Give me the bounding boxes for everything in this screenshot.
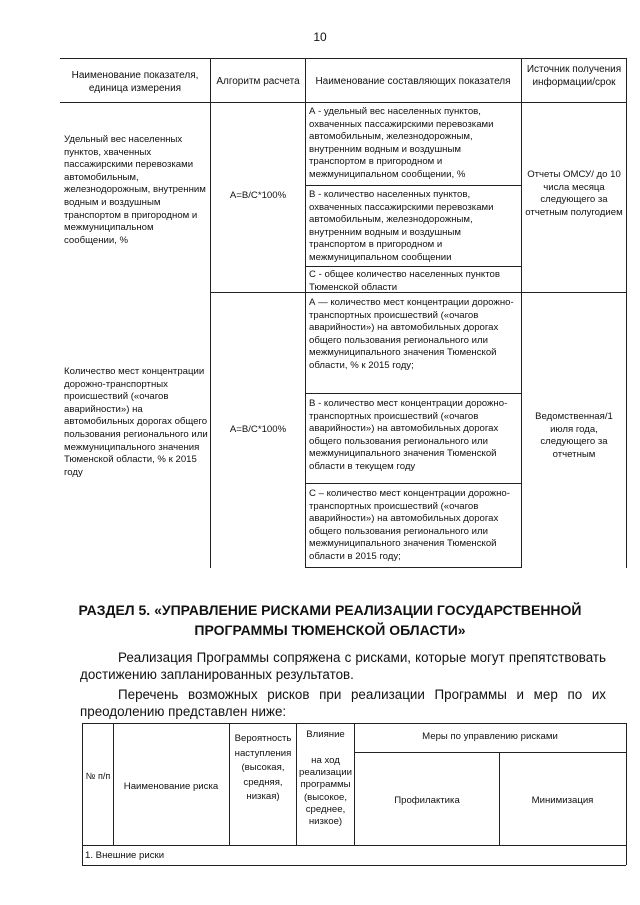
row1-component-a: А - удельный вес населенных пунктов, охваченных пассажирскими перевозками автомобильным, железнодорожным, внутренним водным и воздушным транспортом в пригородном и межмуниципальном сообщении, % [309,106,494,180]
row2-source: Ведомственная/1 июля года, следующего за отчетным [535,411,613,460]
paragraph-risks: Реализация Программы сопряжена с рисками, которые могут препятствовать достижению запланированных результатов. [80,650,606,683]
header-minimization: Минимизация [531,795,594,806]
row2-indicator-name: Количество мест концентрации дорожно-транспортных происшествий («очагов аварийности») на автомобильных дорогах общего пользования регионального или межмуниципального значения Тюменской области, % к 2015 году [64,366,208,478]
header-risk-name: Наименование риска [123,781,219,792]
header-risk-measures: Меры по управлению рисками [422,731,558,742]
header-number: № п/п [85,771,111,781]
row2-component-a: А — количество мест концентрации дорожно-транспортных происшествий («очагов аварийности») на автомобильных дорогах общего пользования регионального или межмуниципального значения Тюменской области, % к 2015 году; [309,297,514,371]
header-indicator-name: Наименование показателя, единица измерения [71,70,199,94]
section-title: РАЗДЕЛ 5. «УПРАВЛЕНИЕ РИСКАМИ РЕАЛИЗАЦИИ ГОСУДАРСТВЕННОЙ ПРОГРАММЫ ТЮМЕНСКОЙ ОБЛАСТИ» [78,602,582,638]
page-number: 10 [313,30,327,44]
row1-indicator-name: Удельный вес населенных пунктов, хваченных пассажирскими перевозками автомобильным, железнодорожным, внутренним водным и воздушным транспортом в пригородном и межмуниципальном сообщении, % [64,134,206,246]
row2-component-c: С – количество мест концентрации дорожно-транспортных происшествий («очагов аварийности») на автомобильных дорогах общего пользования регионального или межмуниципального значения Тюменской области в 2015 году; [309,488,510,562]
row1-source: Отчеты ОМСУ/ до 10 числа месяца следующего за отчетным полугодием [525,169,623,218]
header-algorithm: Алгоритм расчета [216,76,300,87]
row1-algorithm: A=B/C*100% [229,190,287,201]
paragraph-risk-list: Перечень возможных рисков при реализации Программы и мер по их преодолению представлен ниже: [80,687,606,720]
header-influence-top: Влияние [306,729,345,740]
header-probability: Вероятность наступления (высокая, средняя, низкая) [234,733,292,802]
header-source: Источник получения информации/срок [526,64,622,88]
row-external-risks: 1. Внешние риски [85,850,165,861]
row2-component-b: В - количество мест концентрации дорожно-транспортных происшествий («очагов аварийности») на автомобильных дорогах общего пользования регионального или межмуниципального значения Тюменской области в текущем году [309,398,508,472]
header-influence: на ход реализации программы (высокое, среднее, низкое) [299,755,352,828]
header-prevention: Профилактика [394,795,460,806]
row1-component-b: В - количество населенных пунктов, охваченных пассажирскими перевозками автомобильным, железнодорожным, внутренним водным и воздушным транспортом в пригородном и межмуниципальном сообщении [309,189,494,263]
row1-component-c: С - общее количество населенных пунктов Тюменской области [309,269,500,293]
header-components: Наименование составляющих показателя [315,76,511,87]
row2-algorithm: A=B/C*100% [229,424,287,435]
